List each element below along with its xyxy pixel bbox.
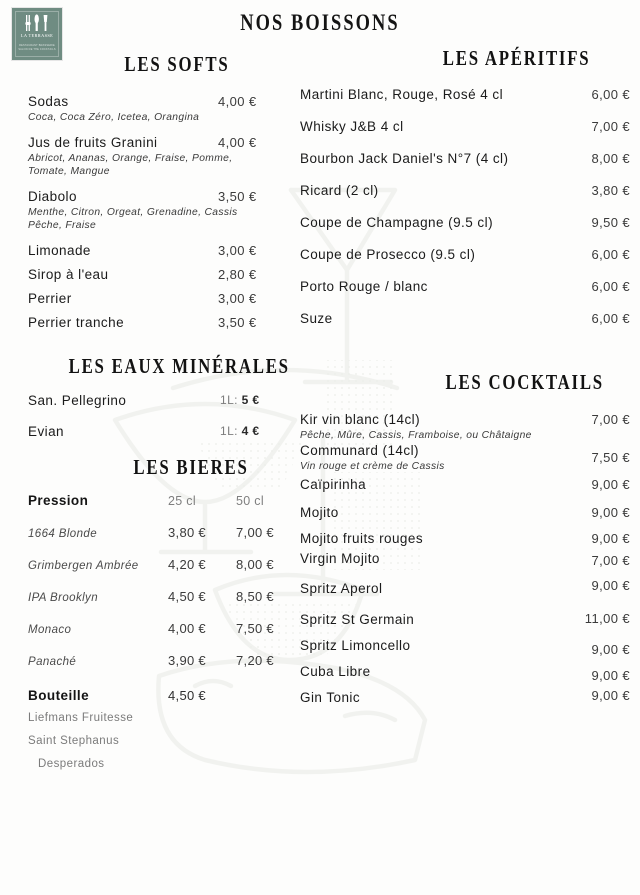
beer-row	[28, 525, 290, 540]
section-heading-mineral-waters: LES EAUX MINÉRALES	[68, 354, 290, 378]
item-name: Ricard (2 cl)	[300, 183, 379, 198]
beer-size-50cl: 50 cl	[236, 494, 264, 508]
list-item: Desperados	[38, 758, 105, 770]
logo-name: LA TERRASSE	[20, 33, 54, 38]
item-price-25cl: 4,20 €	[168, 557, 206, 572]
item-name: Porto Rouge / blanc	[300, 279, 428, 294]
item-name: Cuba Libre	[300, 664, 371, 679]
section-heading-cocktails: LES COCKTAILS	[445, 370, 604, 394]
item-description: Vin rouge et crème de Cassis	[300, 461, 445, 472]
item-name: Martini Blanc, Rouge, Rosé 4 cl	[300, 87, 504, 102]
menu-item	[28, 135, 290, 178]
item-price: 6,00 €	[591, 87, 630, 102]
section-bottled-beers	[28, 688, 290, 770]
item-price: 2,80 €	[218, 267, 257, 282]
item-description: Menthe, Citron, Orgeat, Grenadine, Cassis Pêche, Fraise	[28, 207, 238, 231]
item-price: 9,00 €	[591, 642, 630, 657]
item-name: Mojito	[300, 505, 339, 520]
menu-item	[300, 531, 630, 551]
item-price: 8,00 €	[591, 151, 630, 166]
item-name: IPA Brooklyn	[28, 592, 98, 604]
right-menu-column	[300, 46, 630, 716]
item-description: Coca, Coca Zéro, Icetea, Orangina	[28, 112, 200, 123]
item-price: 4,00 €	[218, 94, 257, 109]
item-name: Panaché	[28, 656, 77, 668]
item-price: 6,00 €	[591, 279, 630, 294]
beer-column-label: Pression	[28, 493, 89, 508]
menu-item	[28, 315, 290, 330]
menu-item	[300, 247, 630, 262]
item-price: 4,00 €	[218, 135, 257, 150]
item-price: 6,00 €	[591, 311, 630, 326]
item-price: 7,00 €	[591, 553, 630, 568]
section-heading-softs: LES SOFTS	[124, 52, 230, 76]
page-title: NOS BOISSONS	[240, 10, 400, 35]
menu-item	[28, 94, 290, 124]
list-item: Saint Stephanus	[28, 735, 120, 747]
item-price: 9,00 €	[591, 505, 630, 520]
cutlery-icon	[12, 13, 62, 33]
menu-item	[28, 393, 290, 408]
menu-item	[300, 690, 630, 716]
item-name: Spritz Aperol	[300, 581, 383, 596]
menu-item	[300, 638, 630, 664]
item-price-50cl: 7,00 €	[236, 525, 274, 540]
item-name: 1664 Blonde	[28, 528, 97, 540]
item-price-50cl: 7,20 €	[236, 653, 274, 668]
beer-row	[28, 557, 290, 572]
item-price: 9,00 €	[591, 578, 630, 593]
menu-item	[28, 267, 290, 282]
menu-item	[300, 87, 630, 102]
item-price: 7,50 €	[591, 450, 630, 465]
item-name: Gin Tonic	[300, 690, 361, 705]
menu-item	[300, 578, 630, 612]
item-name: Mojito fruits rouges	[300, 531, 424, 546]
item-price: 6,00 €	[591, 247, 630, 262]
menu-item	[300, 505, 630, 531]
item-name: Perrier tranche	[28, 315, 125, 330]
item-name: Spritz St Germain	[300, 612, 415, 627]
item-price: 11,00 €	[584, 611, 630, 626]
item-name: Spritz Limoncello	[300, 638, 411, 653]
menu-item	[28, 243, 290, 258]
menu-item	[300, 477, 630, 505]
item-price: 9,50 €	[591, 215, 630, 230]
menu-item	[28, 291, 290, 306]
menu-item	[300, 183, 630, 198]
menu-item	[300, 612, 630, 638]
item-price: 3,00 €	[218, 291, 257, 306]
bottled-beers-price: 4,50 €	[168, 688, 206, 703]
section-aperitifs	[300, 46, 630, 326]
item-name: Sirop à l'eau	[28, 267, 109, 282]
item-name: Virgin Mojito	[300, 551, 380, 566]
menu-item	[300, 215, 630, 230]
item-price: 3,00 €	[218, 243, 257, 258]
menu-item	[300, 664, 630, 690]
section-cocktails	[300, 370, 630, 716]
beer-size-25cl: 25 cl	[168, 494, 196, 508]
item-name: Grimbergen Ambrée	[28, 560, 139, 572]
item-price-50cl: 8,50 €	[236, 589, 274, 604]
item-name: Evian	[28, 424, 65, 439]
section-beers	[28, 455, 290, 770]
item-name: Diabolo	[28, 189, 77, 204]
item-name: Sodas	[28, 94, 69, 109]
restaurant-logo	[11, 7, 63, 61]
section-heading-aperitifs: LES APÉRITIFS	[442, 46, 591, 70]
section-softs	[28, 52, 290, 330]
item-name: Coupe de Champagne (9.5 cl)	[300, 215, 494, 230]
item-price: 1L: 4 €	[220, 424, 260, 438]
item-name: Monaco	[28, 624, 72, 636]
list-item: Liefmans Fruitesse	[28, 712, 134, 724]
item-description: Abricot, Ananas, Orange, Fraise, Pomme, Tomate, Mangue	[28, 153, 233, 177]
item-name: Kir vin blanc (14cl)	[300, 412, 421, 427]
item-name: Perrier	[28, 291, 72, 306]
item-price: 3,50 €	[218, 189, 257, 204]
item-price: 9,00 €	[591, 688, 630, 703]
item-price: 1L: 5 €	[220, 393, 260, 407]
item-name: Coupe de Prosecco (9.5 cl)	[300, 247, 476, 262]
item-price-50cl: 8,00 €	[236, 557, 274, 572]
item-price: 9,00 €	[591, 477, 630, 492]
item-name: Caïpirinha	[300, 477, 367, 492]
item-price: 9,00 €	[591, 531, 630, 546]
item-price-50cl: 7,50 €	[236, 621, 274, 636]
item-name: Whisky J&B 4 cl	[300, 119, 404, 134]
menu-item	[28, 189, 290, 232]
item-name: Limonade	[28, 243, 91, 258]
menu-item	[300, 279, 630, 294]
menu-item	[300, 311, 630, 326]
item-price-25cl: 4,50 €	[168, 589, 206, 604]
menu-item	[300, 551, 630, 581]
item-price-25cl: 4,00 €	[168, 621, 206, 636]
item-price: 7,00 €	[591, 412, 630, 427]
menu-item	[28, 424, 290, 439]
beer-table-header	[28, 493, 290, 508]
section-mineral-waters	[28, 354, 290, 439]
bottled-beers-label: Bouteille	[28, 688, 90, 703]
item-price: 7,00 €	[591, 119, 630, 134]
menu-item	[300, 119, 630, 134]
item-price-25cl: 3,90 €	[168, 653, 206, 668]
item-description: Pêche, Mûre, Cassis, Framboise, ou Châtaigne	[300, 430, 532, 441]
beer-row	[28, 589, 290, 604]
left-menu-column	[28, 52, 290, 781]
item-name: Suze	[300, 311, 333, 326]
section-heading-beers: LES BIERES	[133, 455, 249, 479]
item-name: Bourbon Jack Daniel's N°7 (4 cl)	[300, 151, 509, 166]
menu-item	[300, 443, 630, 477]
logo-subtitle: RESTAURANT BRASSERIE SALON DE THE COCKTAILS	[18, 44, 56, 51]
item-name: San. Pellegrino	[28, 393, 127, 408]
item-price: 3,80 €	[591, 183, 630, 198]
item-name: Communard (14cl)	[300, 443, 419, 458]
menu-item	[300, 412, 630, 443]
item-price: 9,00 €	[591, 668, 630, 683]
beer-row	[28, 621, 290, 636]
beer-row	[28, 653, 290, 668]
item-price: 3,50 €	[218, 315, 257, 330]
item-name: Jus de fruits Granini	[28, 135, 158, 150]
menu-item	[300, 151, 630, 166]
item-price-25cl: 3,80 €	[168, 525, 206, 540]
